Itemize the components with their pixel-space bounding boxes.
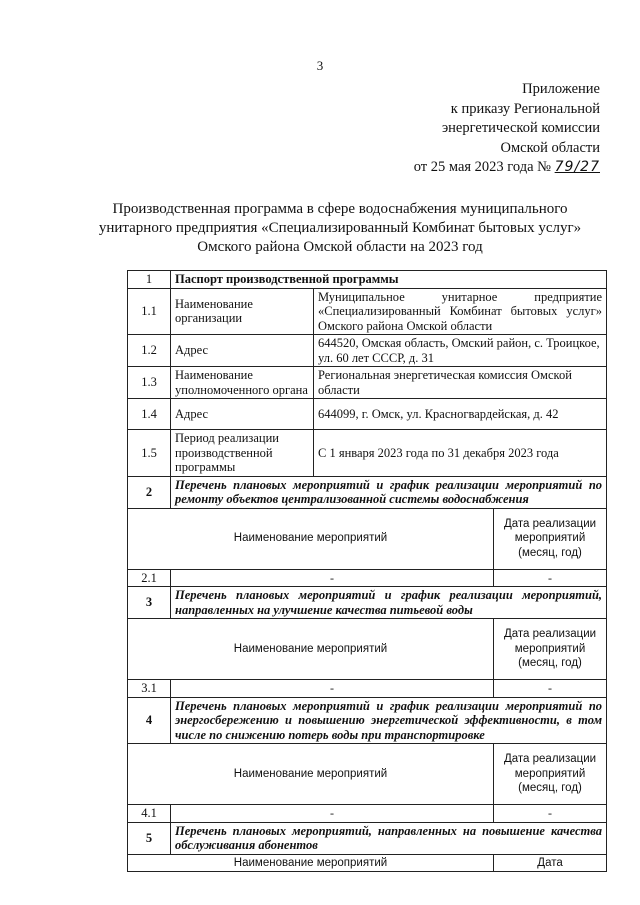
section-header-row [128,587,607,619]
order-number: 79/27 [554,159,600,175]
document-title [80,200,600,257]
row-label: Период реализации производственной программы [171,430,314,477]
table-row [128,288,607,335]
appendix-date-line [414,158,600,178]
row-value: 644099, г. Омск, ул. Красногвардейская, д. 42 [314,399,607,430]
column-header-name: Наименование мероприятий [128,619,494,680]
row-value: С 1 января 2023 года по 31 декабря 2023 года [314,430,607,477]
section-number: 3 [128,587,171,619]
item-number: 2.1 [128,569,171,587]
row-value: 644520, Омская область, Омский район, с. Троицкое, ул. 60 лет СССР, д. 31 [314,335,607,367]
column-header-name: Наименование мероприятий [128,744,494,805]
section-column-header-row [128,508,607,569]
title-line: унитарного предприятия «Специализированный Комбинат бытовых услуг» [98,220,582,236]
section-title: Перечень плановых мероприятий и график реализации мероприятий по энергосбережению и повышению энергетической эффективности, в том числе по снижению потерь воды при транспортировке [171,697,607,744]
appendix-block [414,80,600,178]
section-item-row [128,805,607,823]
appendix-line: Приложение [522,81,600,97]
program-table [127,270,607,872]
title-line: Омского района Омской области на 2023 год [197,239,483,255]
section-header-row [128,697,607,744]
appendix-line: к приказу Региональной [450,100,600,117]
row-label: Адрес [171,399,314,430]
table-row [128,430,607,477]
column-header-date: Дата реализации мероприятий (месяц, год) [494,619,607,680]
item-date: - [494,680,607,698]
table-row [128,367,607,399]
item-date: - [494,569,607,587]
appendix-line: Омской области [500,139,600,156]
row-value: Региональная энергетическая комиссия Омской области [314,367,607,399]
column-header-date: Дата [494,854,607,872]
page-number: 3 [316,58,324,73]
title-line: Производственная программа в сфере водоснабжения муниципального [112,201,568,217]
appendix-date: от 25 мая 2023 года № [413,159,552,175]
item-name: - [171,569,494,587]
item-number: 3.1 [128,680,171,698]
row-label: Адрес [171,335,314,367]
section-item-row [128,680,607,698]
item-name: - [171,680,494,698]
item-date: - [494,805,607,823]
item-number: 4.1 [128,805,171,823]
column-header-date: Дата реализации мероприятий (месяц, год) [494,744,607,805]
passport-row [128,271,607,289]
table-row [128,399,607,430]
item-name: - [171,805,494,823]
section-number: 4 [128,697,171,744]
section-column-header-row [128,744,607,805]
row-number: 1.4 [128,399,171,430]
section-column-header-row [128,854,607,872]
row-value: Муниципальное унитарное предприятие «Специализированный Комбинат бытовых услуг» Омского района Омской области [314,288,607,335]
row-number: 1.5 [128,430,171,477]
appendix-line: энергетической комиссии [441,120,600,136]
section-column-header-row [128,619,607,680]
section-header-row [128,476,607,508]
passport-heading: Паспорт производственной программы [171,271,607,289]
table-row [128,335,607,367]
row-number: 1.3 [128,367,171,399]
row-label: Наименование организации [171,288,314,335]
section-number: 5 [128,822,171,854]
column-header-name: Наименование мероприятий [128,508,494,569]
row-number: 1.1 [128,288,171,335]
section-header-row [128,822,607,854]
section-number: 2 [128,476,171,508]
column-header-name: Наименование мероприятий [128,854,494,872]
row-number: 1 [128,271,171,289]
row-label: Наименование уполномоченного органа [171,367,314,399]
section-title: Перечень плановых мероприятий и график реализации мероприятий, направленных на улучшение качества питьевой воды [171,587,607,619]
column-header-date: Дата реализации мероприятий (месяц, год) [494,508,607,569]
row-number: 1.2 [128,335,171,367]
section-title: Перечень плановых мероприятий и график реализации мероприятий по ремонту объектов централизованной системы водоснабжения [171,476,607,508]
section-item-row [128,569,607,587]
section-title: Перечень плановых мероприятий, направленных на повышение качества обслуживания абонентов [171,822,607,854]
